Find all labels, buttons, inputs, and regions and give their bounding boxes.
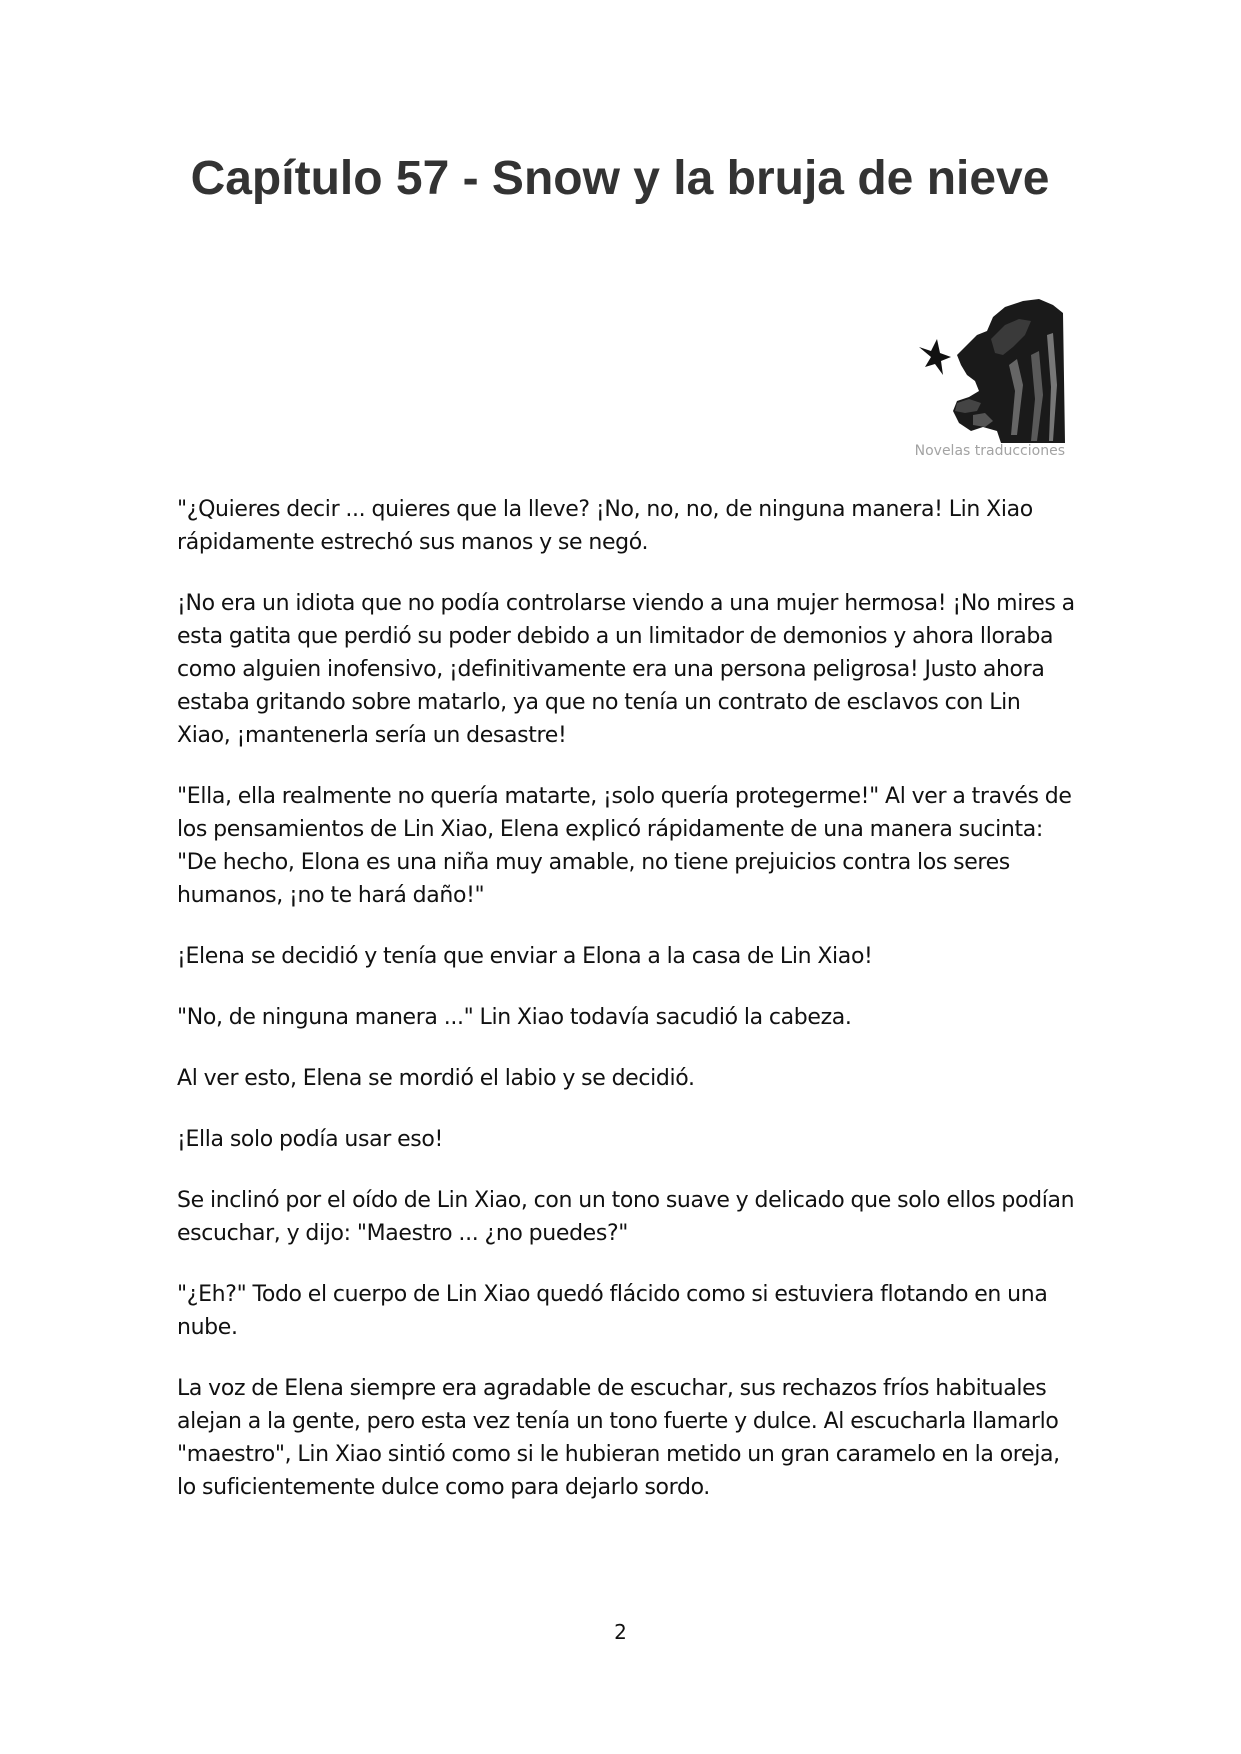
logo-caption: Novelas traducciones [914, 443, 1065, 459]
translator-logo [905, 295, 1065, 470]
paragraph: "No, de ninguna manera ..." Lin Xiao todavía sacudió la cabeza. [177, 1005, 852, 1030]
paragraph: La voz de Elena siempre era agradable de escuchar, sus rechazos fríos habituales alejan a la gente, pero esta vez tenía un tono fuerte y dulce. Al escucharla llamarlo "maestro", Lin Xiao sintió como si le hubieran metido un gran caramelo en la oreja, lo suficientemente dulce como para dejarlo sordo. [177, 1376, 1060, 1500]
chapter-title: Capítulo 57 - Snow y la bruja de nieve [190, 152, 1050, 205]
paragraph: ¡Elena se decidió y tenía que enviar a Elona a la casa de Lin Xiao! [177, 944, 873, 969]
paragraph: "¿Quieres decir ... quieres que la lleve? ¡No, no, no, de ninguna manera! Lin Xiao rápidamente estrechó sus manos y se negó. [177, 497, 1033, 555]
page-number: 2 [614, 1620, 627, 1644]
paragraph: Al ver esto, Elena se mordió el labio y se decidió. [177, 1066, 695, 1091]
chapter-body [177, 493, 1075, 1532]
paragraph: "¿Eh?" Todo el cuerpo de Lin Xiao quedó flácido como si estuviera flotando en una nube. [177, 1282, 1048, 1340]
paragraph: Se inclinó por el oído de Lin Xiao, con un tono suave y delicado que solo ellos podían escuchar, y dijo: "Maestro ... ¿no puedes?" [177, 1188, 1075, 1246]
paragraph: ¡Ella solo podía usar eso! [177, 1127, 443, 1152]
hooded-figure-with-bird-icon [913, 295, 1065, 443]
paragraph: ¡No era un idiota que no podía controlarse viendo a una mujer hermosa! ¡No mires a esta gatita que perdió su poder debido a un limitador de demonios y ahora lloraba como alguien inofensivo, ¡definitivamente era una persona peligrosa! Justo ahora estaba gritando sobre matarlo, ya que no tenía un contrato de esclavos con Lin Xiao, ¡mantenerla sería un desastre! [177, 591, 1075, 748]
paragraph: "Ella, ella realmente no quería matarte, ¡solo quería protegerme!" Al ver a través de los pensamientos de Lin Xiao, Elena explicó rápidamente de una manera sucinta: "De hecho, Elona es una niña muy amable, no tiene prejuicios contra los seres humanos, ¡no te hará daño!" [177, 784, 1072, 908]
